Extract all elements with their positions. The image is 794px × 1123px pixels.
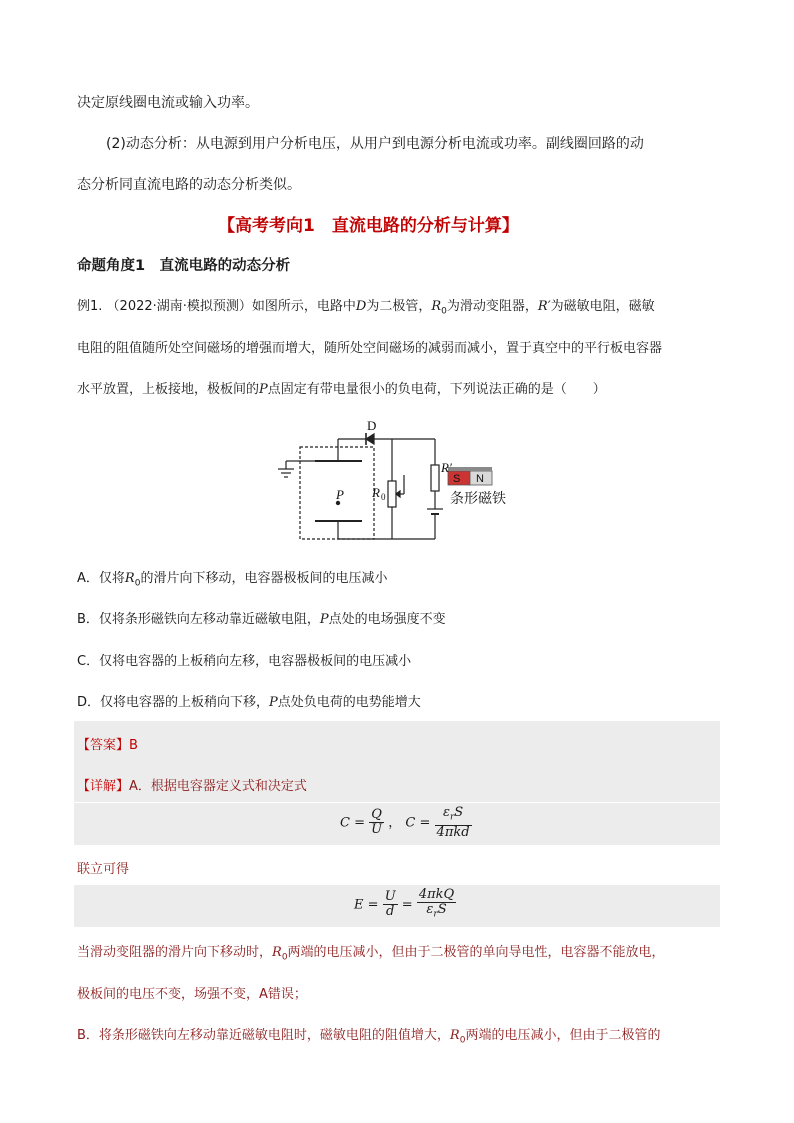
rprime-resistor <box>431 465 439 491</box>
formula-capacitance: C = $\frac{Q}{U}$ ， C = $\frac{\varepsilon_rS}{\text{4πkd}}$ <box>340 805 470 840</box>
answer <box>77 734 138 753</box>
question-line-3 <box>77 378 606 397</box>
magnet-n-label: N <box>476 473 484 485</box>
question-text: 为二极管， <box>366 299 432 314</box>
r0-symbol: R <box>124 571 135 586</box>
question-text: 点固定有带电量很小的负电荷，下列说法正确的是（ ） <box>267 382 606 397</box>
magnet-label: 条形磁铁 <box>450 491 506 507</box>
option-text: 的滑片向下移动，电容器极板间的电压减小 <box>140 571 388 586</box>
text-line: 态分析同直流电路的动态分析类似。 <box>77 177 301 193</box>
detail-line: 极板间的电压不变，场强不变，A错误； <box>77 987 307 1002</box>
detail-text: A．根据电容器定义式和决定式 <box>129 779 307 794</box>
question-text: 为滑动变阻器， <box>446 299 538 314</box>
detail-text: 两端的电压减小，但由于二极管的 <box>465 1028 661 1043</box>
diode-symbol: D <box>355 299 367 314</box>
r0-subscript: 0 <box>441 306 447 317</box>
r0-label: R <box>372 485 380 500</box>
option-text: 点处负电荷的电势能增大 <box>277 695 421 710</box>
r0-symbol: R <box>272 945 282 960</box>
question-text: 水平放置，上板接地，极板间的 <box>77 382 260 397</box>
r0-subscript: 0 <box>281 952 288 963</box>
r0-subscript: 0 <box>134 578 141 589</box>
combine-text: 联立可得 <box>77 862 130 877</box>
detail-line-a <box>77 775 307 794</box>
p-symbol: P <box>269 695 278 710</box>
detail-text: 当滑动变阻器的滑片向下移动时， <box>77 945 273 960</box>
question-source: （2022·湖南·模拟预测）如图所示，电路中 <box>106 299 356 314</box>
option-b[interactable] <box>77 608 446 627</box>
detail-label: 【详解】 <box>77 779 130 794</box>
option-c[interactable]: C．仅将电容器的上板稍向左移，电容器极板间的电压减小 <box>77 654 412 669</box>
text-line: (2)动态分析：从电源到用户分析电压，从用户到电源分析电流或功率。副线圈回路的动 <box>106 136 644 152</box>
option-d[interactable] <box>77 691 421 710</box>
p-symbol: P <box>319 612 329 627</box>
question-prefix: 例1. <box>77 299 103 314</box>
rprime-label: R′ <box>441 460 452 475</box>
r0-resistor <box>388 481 396 507</box>
answer-label: 【答案】 <box>77 738 130 753</box>
rprime-symbol: R′ <box>537 299 551 314</box>
diode-symbol <box>366 434 374 444</box>
option-text: B．仅将条形磁铁向左移动靠近磁敏电阻， <box>77 612 320 627</box>
r0-label-sub: 0 <box>381 492 386 502</box>
diode-label: D <box>367 418 377 433</box>
circuit-diagram <box>270 415 530 545</box>
question-text: 为磁敏电阻，磁敏 <box>550 299 655 314</box>
detail-line <box>77 941 665 963</box>
point-p-label: P <box>336 487 344 502</box>
answer-value: B <box>129 738 138 753</box>
detail-text: 两端的电压减小，但由于二极管的单向导电性，电容器不能放电， <box>287 945 665 960</box>
r0-subscript: 0 <box>459 1035 466 1046</box>
option-text: D．仅将电容器的上板稍向下移， <box>77 695 270 710</box>
question-line-2: 电阻的阻值随所处空间磁场的增强而增大，随所处空间磁场的减弱而减小，置于真空中的平行板电容器 <box>77 341 663 356</box>
magnet-s-label: S <box>453 473 461 485</box>
section-title: 【高考考向1 直流电路的分析与计算】 <box>218 216 519 236</box>
question-line-1 <box>77 295 655 317</box>
subsection-title: 命题角度1 直流电路的动态分析 <box>77 258 291 274</box>
detail-text: B．将条形磁铁向左移动靠近磁敏电阻时，磁敏电阻的阻值增大， <box>77 1028 450 1043</box>
r0-symbol: R <box>449 1028 460 1043</box>
p-symbol: P <box>259 382 268 397</box>
detail-line <box>77 1024 660 1046</box>
option-a[interactable] <box>77 567 387 589</box>
r0-symbol: R <box>431 299 442 314</box>
text-line: 决定原线圈电流或输入功率。 <box>77 95 259 111</box>
option-text: A．仅将 <box>77 571 125 586</box>
option-text: 点处的电场强度不变 <box>328 612 446 627</box>
formula-field: E = $\frac{U}{d}$ = $\frac{\text{4πkQ}}{\varepsilon_rS}$ <box>354 887 455 920</box>
